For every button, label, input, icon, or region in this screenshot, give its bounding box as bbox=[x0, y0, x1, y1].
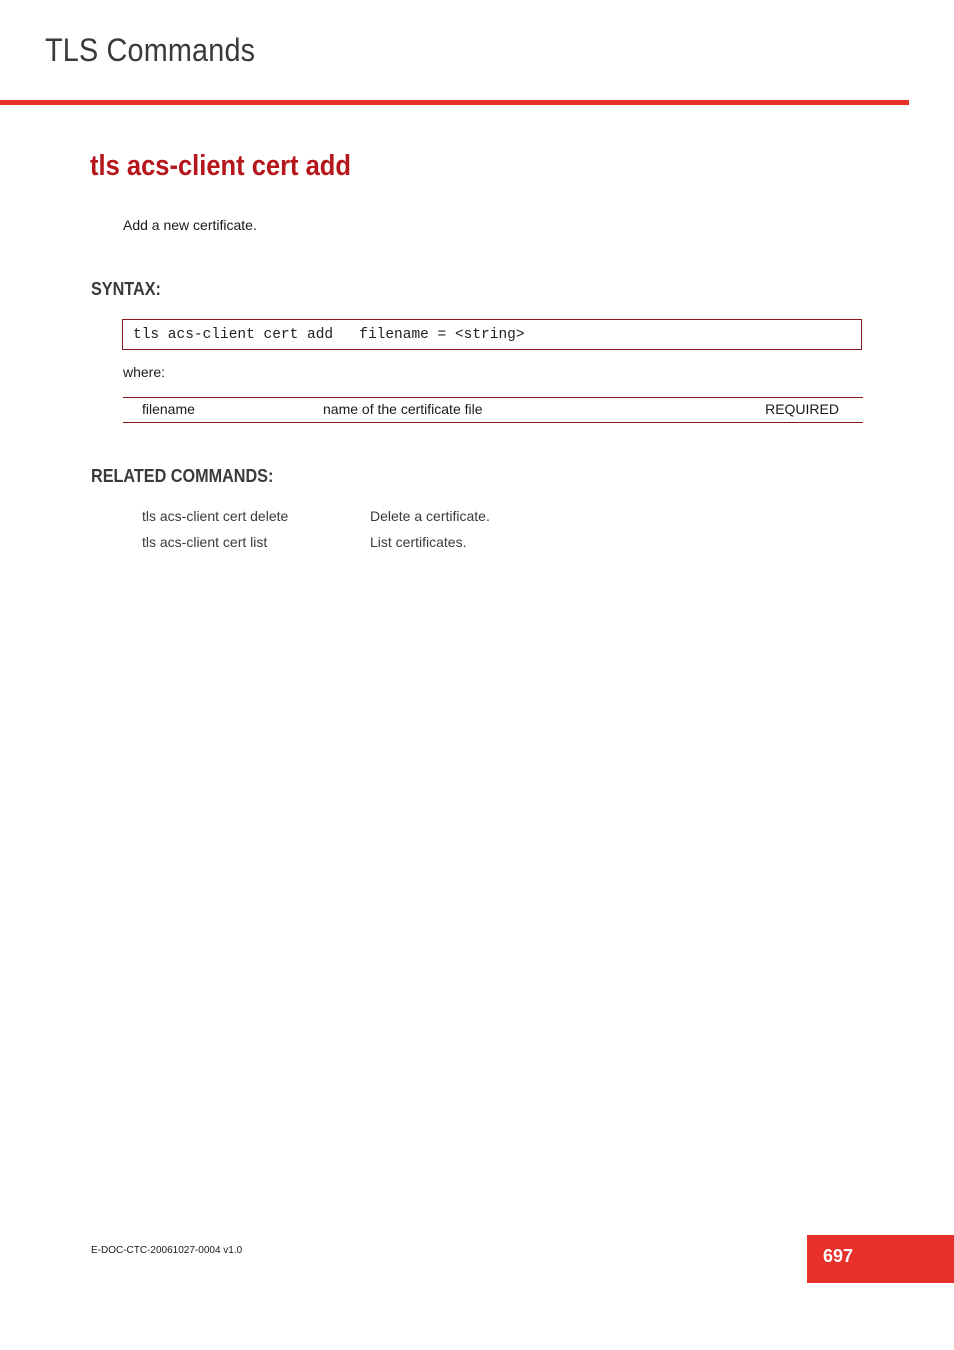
header-rule bbox=[0, 100, 909, 105]
related-command-description: List certificates. bbox=[370, 534, 467, 550]
document-id: E-DOC-CTC-20061027-0004 v1.0 bbox=[91, 1245, 243, 1256]
page-number: 697 bbox=[823, 1246, 854, 1266]
related-commands-heading: RELATED COMMANDS: bbox=[91, 466, 274, 486]
syntax-box bbox=[122, 319, 862, 350]
parameter-table bbox=[123, 397, 863, 423]
command-description: Add a new certificate. bbox=[123, 217, 257, 233]
chapter-title: TLS Commands bbox=[45, 32, 256, 68]
related-command-description: Delete a certificate. bbox=[370, 508, 490, 524]
parameter-name: filename bbox=[142, 401, 195, 417]
command-title: tls acs-client cert add bbox=[90, 150, 351, 182]
related-command-link[interactable]: tls acs-client cert delete bbox=[142, 508, 289, 524]
syntax-command-line: tls acs-client cert add filename = <string> bbox=[133, 327, 525, 343]
where-label: where: bbox=[123, 364, 166, 380]
parameter-requirement: REQUIRED bbox=[765, 401, 839, 417]
syntax-heading: SYNTAX: bbox=[91, 279, 161, 299]
parameter-description: name of the certificate file bbox=[323, 401, 483, 417]
page-number-box bbox=[807, 1235, 954, 1283]
related-command-link[interactable]: tls acs-client cert list bbox=[142, 534, 268, 550]
